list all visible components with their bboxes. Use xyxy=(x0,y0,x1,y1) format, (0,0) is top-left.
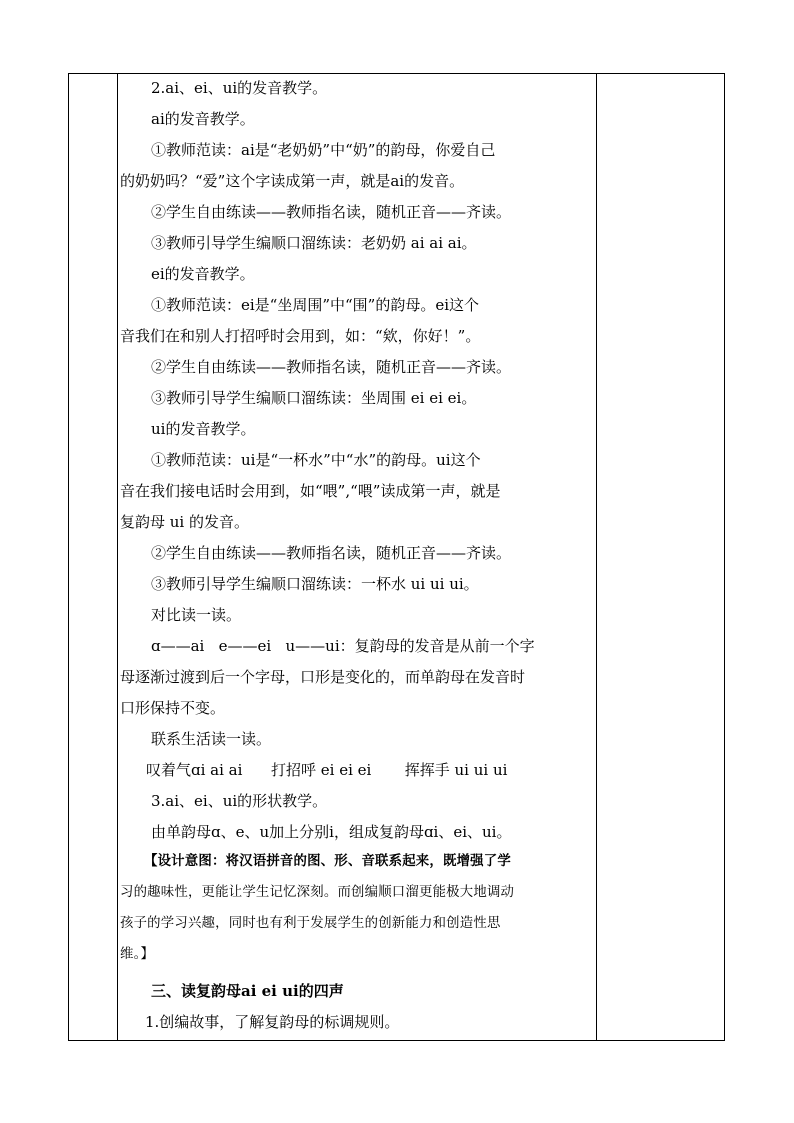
paragraph-line: 音在我们接电话时会用到，如“喂”,“喂”读成第一声，就是 xyxy=(120,482,501,500)
heading-ui-pronunciation: ui的发音教学。 xyxy=(151,420,256,438)
paragraph-line: 口形保持不变。 xyxy=(120,699,226,717)
paragraph-line: 的奶奶吗？“爱”这个字读成第一声，就是ai的发音。 xyxy=(120,172,465,190)
paragraph-line: ①教师范读：ei是“坐周围”中“围”的韵母。ei这个 xyxy=(151,296,480,314)
paragraph-line: ②学生自由练读——教师指名读，随机正音——齐读。 xyxy=(151,358,512,376)
paragraph-line: ②学生自由练读——教师指名读，随机正音——齐读。 xyxy=(151,203,512,221)
paragraph-line: ③教师引导学生编顺口溜练读：老奶奶 ai ai ai。 xyxy=(151,234,477,252)
paragraph-line: 叹着气ɑi ai ai 打招呼 ei ei ei 挥挥手 ui ui ui xyxy=(146,761,508,779)
section-3-title: 三、读复韵母ai ei ui的四声 xyxy=(151,982,344,1000)
heading-life-reading: 联系生活读一读。 xyxy=(151,730,272,748)
paragraph-line: 音我们在和别人打招呼时会用到，如：“欸，你好！”。 xyxy=(120,327,481,345)
paragraph-line: ɑ——ai e——ei u——ui：复韵母的发音是从前一个字 xyxy=(151,637,535,655)
paragraph-line: 复韵母 ui 的发音。 xyxy=(120,513,249,531)
paragraph-line: ③教师引导学生编顺口溜练读：坐周围 ei ei ei。 xyxy=(151,389,477,407)
heading-shape-teaching: 3.ai、ei、ui的形状教学。 xyxy=(151,792,328,810)
heading-ei-pronunciation: ei的发音教学。 xyxy=(151,265,255,283)
column-divider-left xyxy=(117,74,118,1040)
heading-ai-pronunciation: ai的发音教学。 xyxy=(151,110,255,128)
design-intent-line: 【设计意图：将汉语拼音的图、形、音联系起来，既增强了学 xyxy=(144,854,511,869)
design-intent-line: 习的趣味性，更能让学生记忆深刻。而创编顺口溜更能极大地调动 xyxy=(120,885,515,900)
heading-compare-reading: 对比读一读。 xyxy=(151,606,242,624)
paragraph-line: 母逐渐过渡到后一个字母，口形是变化的，而单韵母在发音时 xyxy=(120,668,526,686)
design-intent-line: 维。】 xyxy=(120,947,155,962)
heading-ai-ei-ui-pronunciation: 2.ai、ei、ui的发音教学。 xyxy=(151,79,328,97)
paragraph-line: ①教师范读：ui是“一杯水”中“水”的韵母。ui这个 xyxy=(151,451,481,469)
paragraph-line: ③教师引导学生编顺口溜练读：一杯水 ui ui ui。 xyxy=(151,575,479,593)
design-intent-line: 孩子的学习兴趣，同时也有利于发展学生的创新能力和创造性思 xyxy=(120,916,501,931)
column-divider-right xyxy=(596,74,597,1040)
paragraph-line: ①教师范读：ai是“老奶奶”中“奶”的韵母，你爱自己 xyxy=(151,141,496,159)
paragraph-line: ②学生自由练读——教师指名读，随机正音——齐读。 xyxy=(151,544,512,562)
section-3-item-1: 1.创编故事，了解复韵母的标调规则。 xyxy=(145,1013,400,1031)
paragraph-line: 由单韵母ɑ、e、u加上分别i，组成复韵母ɑi、ei、ui。 xyxy=(151,823,512,841)
